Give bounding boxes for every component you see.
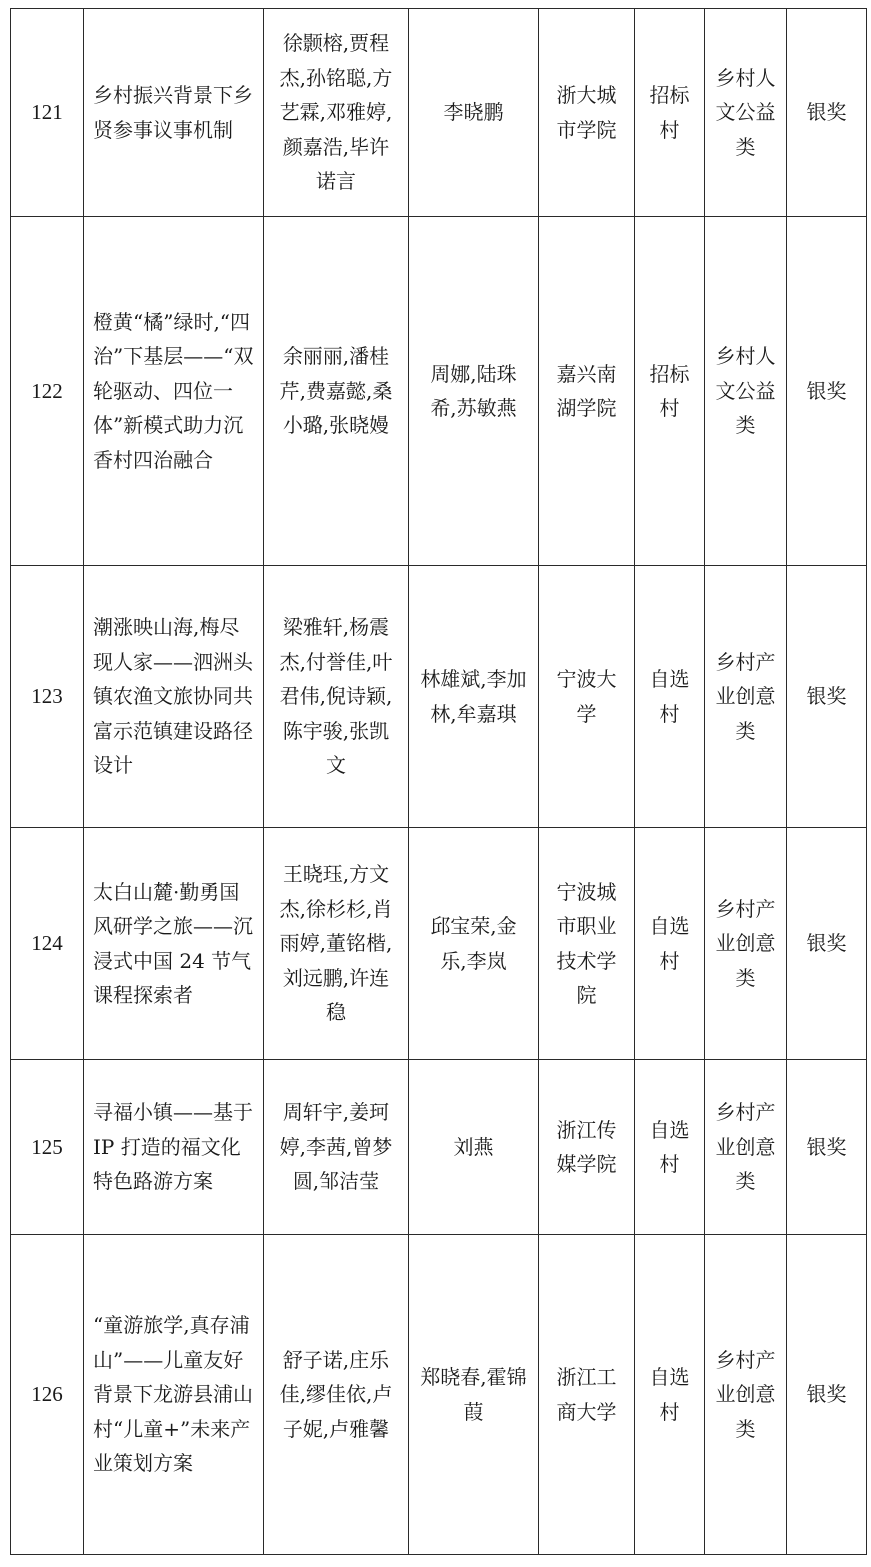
team-members: 王晓珏,方文杰,徐杉杉,肖雨婷,董铭楷,刘远鹏,许连稳 xyxy=(264,828,409,1060)
row-number: 121 xyxy=(11,9,84,217)
team-members: 周轩宇,姜珂婷,李茜,曾梦圆,邹洁莹 xyxy=(264,1060,409,1235)
table-row xyxy=(11,828,867,1060)
advisor: 林雄斌,李加林,牟嘉琪 xyxy=(409,566,539,828)
school: 浙大城市学院 xyxy=(539,9,635,217)
school: 浙江传媒学院 xyxy=(539,1060,635,1235)
row-number: 123 xyxy=(11,566,84,828)
team-members: 余丽丽,潘桂芹,费嘉懿,桑小璐,张晓嫚 xyxy=(264,217,409,566)
table-row xyxy=(11,1060,867,1235)
table-row xyxy=(11,566,867,828)
school: 嘉兴南湖学院 xyxy=(539,217,635,566)
category: 乡村产业创意类 xyxy=(705,828,787,1060)
category: 乡村产业创意类 xyxy=(705,1235,787,1555)
village-type: 招标村 xyxy=(635,217,705,566)
award: 银奖 xyxy=(787,217,867,566)
village-type: 自选村 xyxy=(635,1235,705,1555)
category: 乡村人文公益类 xyxy=(705,217,787,566)
table-row xyxy=(11,217,867,566)
award: 银奖 xyxy=(787,1235,867,1555)
row-number: 125 xyxy=(11,1060,84,1235)
advisor: 邱宝荣,金乐,李岚 xyxy=(409,828,539,1060)
advisor: 周娜,陆珠希,苏敏燕 xyxy=(409,217,539,566)
category: 乡村产业创意类 xyxy=(705,566,787,828)
team-members: 徐颢榕,贾程杰,孙铭聪,方艺霖,邓雅婷,颜嘉浩,毕许诺言 xyxy=(264,9,409,217)
row-number: 122 xyxy=(11,217,84,566)
table-row xyxy=(11,9,867,217)
project-name: 潮涨映山海,梅尽现人家——泗洲头镇农渔文旅协同共富示范镇建设路径设计 xyxy=(84,566,264,828)
award: 银奖 xyxy=(787,566,867,828)
team-members: 梁雅轩,杨震杰,付誉佳,叶君伟,倪诗颖,陈宇骏,张凯文 xyxy=(264,566,409,828)
village-type: 自选村 xyxy=(635,566,705,828)
village-type: 自选村 xyxy=(635,1060,705,1235)
row-number: 124 xyxy=(11,828,84,1060)
category: 乡村产业创意类 xyxy=(705,1060,787,1235)
project-name: 太白山麓·勤勇国风研学之旅——沉浸式中国 24 节气课程探索者 xyxy=(84,828,264,1060)
project-name: “童游旅学,真存浦山”——儿童友好背景下龙游县浦山村“儿童+”未来产业策划方案 xyxy=(84,1235,264,1555)
advisor: 李晓鹏 xyxy=(409,9,539,217)
school: 宁波城市职业技术学院 xyxy=(539,828,635,1060)
category: 乡村人文公益类 xyxy=(705,9,787,217)
village-type: 自选村 xyxy=(635,828,705,1060)
school: 宁波大学 xyxy=(539,566,635,828)
table-row xyxy=(11,1235,867,1555)
row-number: 126 xyxy=(11,1235,84,1555)
project-name: 寻福小镇——基于 IP 打造的福文化特色路游方案 xyxy=(84,1060,264,1235)
project-name: 橙黄“橘”绿时,“四治”下基层——“双轮驱动、四位一体”新模式助力沉香村四治融合 xyxy=(84,217,264,566)
school: 浙江工商大学 xyxy=(539,1235,635,1555)
advisor: 郑晓春,霍锦葭 xyxy=(409,1235,539,1555)
award-table xyxy=(10,8,867,1555)
team-members: 舒子诺,庄乐佳,缪佳依,卢子妮,卢雅馨 xyxy=(264,1235,409,1555)
award: 银奖 xyxy=(787,9,867,217)
village-type: 招标村 xyxy=(635,9,705,217)
project-name: 乡村振兴背景下乡贤参事议事机制 xyxy=(84,9,264,217)
award: 银奖 xyxy=(787,1060,867,1235)
award: 银奖 xyxy=(787,828,867,1060)
advisor: 刘燕 xyxy=(409,1060,539,1235)
